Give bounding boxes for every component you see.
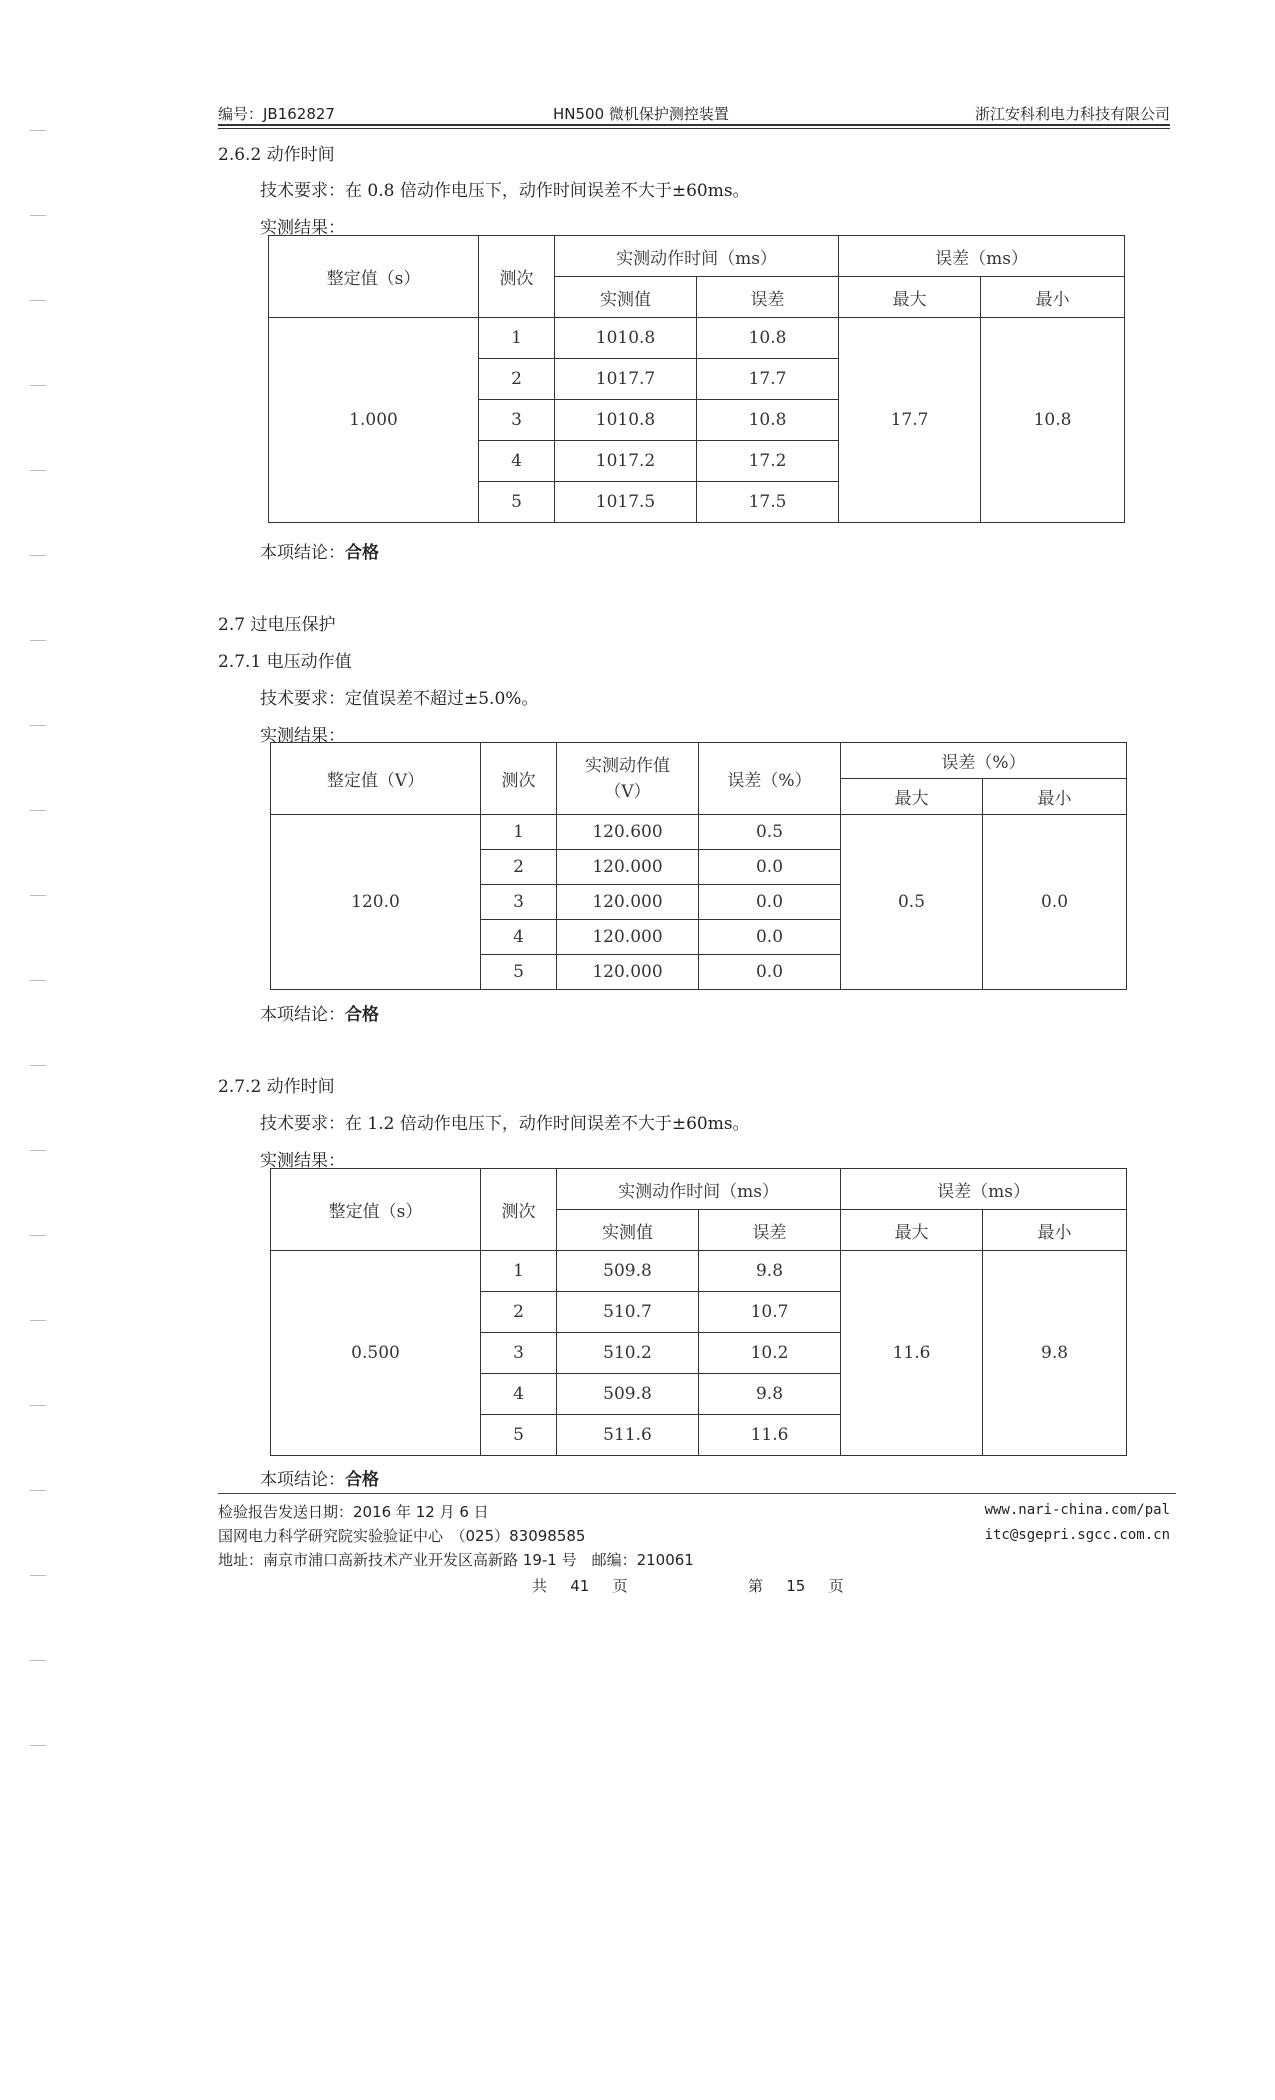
table-row <box>271 1251 1127 1292</box>
count-cell: 1 <box>481 1251 557 1292</box>
total-label: 共 <box>532 1577 548 1595</box>
measured-cell: 120.600 <box>557 815 699 850</box>
setting-value: 0.500 <box>271 1251 481 1456</box>
error-cell: 10.7 <box>699 1292 841 1333</box>
max-value: 0.5 <box>841 815 983 990</box>
header-setting: 整定值（s） <box>269 236 479 318</box>
error-cell: 10.2 <box>699 1333 841 1374</box>
header-max: 最大 <box>841 1210 983 1251</box>
margin-tick <box>30 1065 46 1066</box>
header-error: 误差 <box>699 1210 841 1251</box>
error-cell: 10.8 <box>697 400 839 441</box>
count-cell: 3 <box>481 885 557 920</box>
header-measured-group: 实测动作时间（ms） <box>557 1169 841 1210</box>
margin-tick <box>30 470 46 471</box>
error-cell: 9.8 <box>699 1251 841 1292</box>
conclusion-label: 本项结论： <box>260 543 345 563</box>
count-cell: 2 <box>481 850 557 885</box>
margin-tick <box>30 555 46 556</box>
website-url: www.nari-china.com/pal <box>984 1502 1170 1518</box>
setting-value: 120.0 <box>271 815 481 990</box>
error-cell: 17.2 <box>697 441 839 482</box>
margin-tick <box>30 300 46 301</box>
margin-tick <box>30 1235 46 1236</box>
setting-value: 1.000 <box>269 318 479 523</box>
measured-cell: 1017.7 <box>555 359 697 400</box>
institute-address: 地址：南京市浦口高新技术产业开发区高新路 19-1 号 邮编：210061 <box>218 1551 694 1569</box>
header-measured-group: 实测动作时间（ms） <box>555 236 839 277</box>
measured-cell: 510.7 <box>557 1292 699 1333</box>
header-min: 最小 <box>983 779 1127 815</box>
results-table-2-7-2 <box>270 1168 1127 1456</box>
count-cell: 1 <box>481 815 557 850</box>
count-cell: 2 <box>479 359 555 400</box>
result-label-2-7-1: 实测结果： <box>260 726 345 746</box>
error-cell: 0.0 <box>699 885 841 920</box>
margin-tick <box>30 895 46 896</box>
max-value: 17.7 <box>839 318 981 523</box>
header-error-group: 误差（ms） <box>841 1169 1127 1210</box>
measured-cell: 511.6 <box>557 1415 699 1456</box>
count-cell: 5 <box>481 1415 557 1456</box>
margin-tick <box>30 1405 46 1406</box>
measured-cell: 120.000 <box>557 850 699 885</box>
measured-cell: 1017.5 <box>555 482 697 523</box>
requirement-2-7-2: 技术要求：在 1.2 倍动作电压下，动作时间误差不大于±60ms。 <box>260 1114 750 1134</box>
conclusion-2-7-1 <box>260 1000 379 1025</box>
measured-cell: 1010.8 <box>555 318 697 359</box>
error-cell: 17.7 <box>697 359 839 400</box>
header-setting: 整定值（V） <box>271 743 481 815</box>
header-max: 最大 <box>841 779 983 815</box>
conclusion-label: 本项结论： <box>260 1470 345 1490</box>
error-cell: 0.0 <box>699 920 841 955</box>
total-unit: 页 <box>612 1577 628 1595</box>
conclusion-label: 本项结论： <box>260 1005 345 1025</box>
conclusion-value: 合格 <box>345 1005 379 1025</box>
page-current <box>748 1575 844 1596</box>
header-setting: 整定值（s） <box>271 1169 481 1251</box>
measured-cell: 509.8 <box>557 1374 699 1415</box>
institute-contact: 国网电力科学研究院实验验证中心 （025）83098585 <box>218 1527 586 1545</box>
header-count: 测次 <box>481 743 557 815</box>
section-heading-2-6-2: 2.6.2 动作时间 <box>218 145 335 165</box>
header-measured <box>557 743 699 815</box>
margin-tick <box>30 1745 46 1746</box>
margin-tick <box>30 1575 46 1576</box>
margin-tick <box>30 130 46 131</box>
margin-tick <box>30 215 46 216</box>
header-error-group: 误差（ms） <box>839 236 1125 277</box>
min-value: 9.8 <box>983 1251 1127 1456</box>
header-measured: 实测值 <box>557 1210 699 1251</box>
requirement-2-7-1: 技术要求：定值误差不超过±5.0%。 <box>260 689 539 709</box>
count-cell: 3 <box>479 400 555 441</box>
margin-tick <box>30 1150 46 1151</box>
count-cell: 3 <box>481 1333 557 1374</box>
measured-cell: 509.8 <box>557 1251 699 1292</box>
count-cell: 2 <box>481 1292 557 1333</box>
header-max: 最大 <box>839 277 981 318</box>
result-label-2-7-2: 实测结果： <box>260 1151 345 1171</box>
error-cell: 0.0 <box>699 955 841 990</box>
table-row <box>271 815 1127 850</box>
error-cell: 0.0 <box>699 850 841 885</box>
header-error: 误差 <box>697 277 839 318</box>
margin-tick <box>30 725 46 726</box>
measured-cell: 1017.2 <box>555 441 697 482</box>
count-cell: 4 <box>481 1374 557 1415</box>
header-min: 最小 <box>983 1210 1127 1251</box>
count-cell: 1 <box>479 318 555 359</box>
header-measured: 实测值 <box>555 277 697 318</box>
count-cell: 5 <box>481 955 557 990</box>
min-value: 10.8 <box>981 318 1125 523</box>
conclusion-value: 合格 <box>345 543 379 563</box>
margin-tick <box>30 810 46 811</box>
count-cell: 4 <box>479 441 555 482</box>
count-cell: 4 <box>481 920 557 955</box>
page-number: 15 <box>786 1577 806 1595</box>
table-row <box>269 318 1125 359</box>
header-measured-line2: （V） <box>604 781 651 802</box>
page-header <box>218 103 1170 125</box>
margin-tick <box>30 1490 46 1491</box>
measured-cell: 120.000 <box>557 955 699 990</box>
results-table-2-6-2 <box>268 235 1125 523</box>
margin-tick <box>30 980 46 981</box>
requirement-2-6-2: 技术要求：在 0.8 倍动作电压下，动作时间误差不大于±60ms。 <box>260 181 750 201</box>
header-count: 测次 <box>481 1169 557 1251</box>
margin-tick <box>30 1660 46 1661</box>
product-name: HN500 微机保护测控装置 <box>553 105 729 123</box>
min-value: 0.0 <box>983 815 1127 990</box>
measured-cell: 510.2 <box>557 1333 699 1374</box>
margin-tick <box>30 1320 46 1321</box>
conclusion-value: 合格 <box>345 1470 379 1490</box>
header-min: 最小 <box>981 277 1125 318</box>
page-label: 第 <box>748 1577 764 1595</box>
section-heading-2-7: 2.7 过电压保护 <box>218 615 336 635</box>
report-date: 检验报告发送日期：2016 年 12 月 6 日 <box>218 1503 489 1521</box>
section-heading-2-7-1: 2.7.1 电压动作值 <box>218 652 352 672</box>
header-rule <box>218 124 1170 129</box>
error-cell: 0.5 <box>699 815 841 850</box>
error-cell: 11.6 <box>699 1415 841 1456</box>
error-cell: 17.5 <box>697 482 839 523</box>
page-unit: 页 <box>828 1577 844 1595</box>
margin-tick <box>30 385 46 386</box>
contact-email: itc@sgepri.sgcc.com.cn <box>984 1527 1170 1543</box>
footer-rule <box>218 1493 1176 1494</box>
header-measured-line1: 实测动作值 <box>585 755 670 776</box>
page-total <box>532 1575 628 1596</box>
results-table-2-7-1 <box>270 742 1127 990</box>
max-value: 11.6 <box>841 1251 983 1456</box>
section-heading-2-7-2: 2.7.2 动作时间 <box>218 1077 335 1097</box>
result-label-2-6-2: 实测结果： <box>260 218 345 238</box>
measured-cell: 120.000 <box>557 920 699 955</box>
header-error: 误差（%） <box>699 743 841 815</box>
measured-cell: 1010.8 <box>555 400 697 441</box>
header-count: 测次 <box>479 236 555 318</box>
count-cell: 5 <box>479 482 555 523</box>
conclusion-2-7-2 <box>260 1465 379 1490</box>
conclusion-2-6-2 <box>260 538 379 563</box>
report-number: 编号：JB162827 <box>218 105 335 123</box>
error-cell: 9.8 <box>699 1374 841 1415</box>
header-error-group: 误差（%） <box>841 743 1127 779</box>
total-pages: 41 <box>570 1577 590 1595</box>
error-cell: 10.8 <box>697 318 839 359</box>
company-name: 浙江安科利电力科技有限公司 <box>974 105 1170 123</box>
margin-tick <box>30 640 46 641</box>
measured-cell: 120.000 <box>557 885 699 920</box>
